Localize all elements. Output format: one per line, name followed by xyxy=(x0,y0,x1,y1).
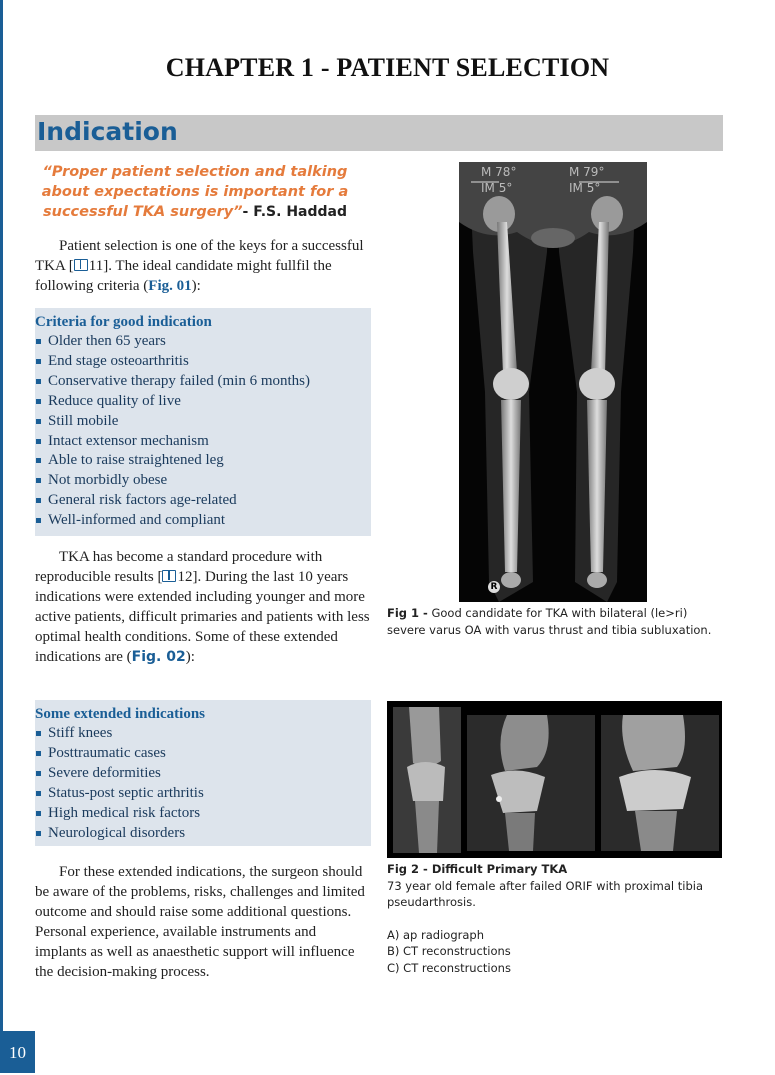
list-item: General risk factors age-related xyxy=(35,491,371,511)
bullet-icon xyxy=(36,339,41,344)
extended-text-3: ): xyxy=(185,649,195,665)
bullet-icon xyxy=(36,379,41,384)
extended-indications-box xyxy=(35,700,371,846)
list-item: Posttraumatic cases xyxy=(35,744,371,764)
list-item: Not morbidly obese xyxy=(35,471,371,491)
closing-paragraph xyxy=(35,862,371,982)
bullet-icon xyxy=(36,419,41,424)
figure-link-02[interactable]: Fig. 02 xyxy=(131,649,186,665)
bullet-icon xyxy=(36,399,41,404)
figure-1-radiograph xyxy=(459,162,647,602)
knee-ct-images xyxy=(387,701,722,858)
list-item: Intact extensor mechanism xyxy=(35,432,371,452)
figure-1-caption xyxy=(387,605,727,638)
closing-text: For these extended indications, the surgeon should be aware of the problems, risks, challenges and limited outcome and should raise some additional questions. Personal experience, available instruments and implants as well as anaesthetic support will influence the decision-making process. xyxy=(35,864,365,980)
xray-mark-right-top: M 79° xyxy=(569,165,605,179)
figure-2-caption xyxy=(387,861,727,976)
figure-link-01[interactable]: Fig. 01 xyxy=(148,278,192,294)
list-item: Reduce quality of live xyxy=(35,392,371,412)
extended-list xyxy=(35,724,371,843)
page-number: 10 xyxy=(0,1031,35,1073)
quote xyxy=(40,162,350,222)
figure-2-item-b: B) CT reconstructions xyxy=(387,944,511,958)
book-icon xyxy=(162,570,176,582)
book-icon xyxy=(74,259,88,271)
list-item: Still mobile xyxy=(35,412,371,432)
bullet-icon xyxy=(36,498,41,503)
list-item: Older then 65 years xyxy=(35,332,371,352)
list-item: Stiff knees xyxy=(35,724,371,744)
figure-2-item-a: A) ap radiograph xyxy=(387,927,484,942)
section-header xyxy=(35,115,723,151)
bullet-icon xyxy=(36,458,41,463)
intro-paragraph xyxy=(35,236,371,296)
criteria-box xyxy=(35,308,371,536)
bullet-icon xyxy=(36,811,41,816)
xray-mark-left-top: M 78° xyxy=(481,165,517,179)
chapter-title: CHAPTER 1 - PATIENT SELECTION xyxy=(165,53,610,82)
reference-number[interactable]: 12 xyxy=(177,569,193,585)
figure-2-description: 73 year old female after failed ORIF with proximal tibia pseudarthrosis. xyxy=(387,878,704,909)
list-item: Neurological disorders xyxy=(35,824,371,844)
figure-2-label: Fig 2 - Difficult Primary TKA xyxy=(387,862,568,876)
list-item: High medical risk factors xyxy=(35,804,371,824)
quote-text: “Proper patient selection and talking about expectations is important for a successful TKA surgery” xyxy=(41,164,349,220)
intro-text-1: Patient selection is one of the keys for a successful TKA [ xyxy=(35,238,364,274)
figure-2-item-c: C) CT reconstructions xyxy=(387,960,511,975)
figure-2-images xyxy=(387,701,722,858)
list-item: End stage osteoarthritis xyxy=(35,352,371,372)
quote-author: - F.S. Haddad xyxy=(242,204,347,220)
extended-text-2: ]. During the last 10 years indications were extended including younger and more active patients, difficult primaries and patients with less optimal health conditions. Some of these extended indications are ( xyxy=(35,569,370,665)
left-page-border xyxy=(0,0,3,1073)
criteria-list xyxy=(35,332,371,531)
bullet-icon xyxy=(36,831,41,836)
extended-paragraph xyxy=(35,547,371,667)
criteria-box-title: Criteria for good indication xyxy=(35,314,212,330)
bullet-icon xyxy=(36,751,41,756)
list-item: Status-post septic arthritis xyxy=(35,784,371,804)
list-item: Able to raise straightened leg xyxy=(35,451,371,471)
intro-text-2: ]. The ideal candidate might fullfil the following criteria ( xyxy=(35,258,332,294)
section-title: Indication xyxy=(37,117,178,146)
bullet-icon xyxy=(36,771,41,776)
bullet-icon xyxy=(36,791,41,796)
xray-mark-left-bottom: IM 5° xyxy=(481,181,513,195)
bullet-icon xyxy=(36,478,41,483)
reference-number[interactable]: 11 xyxy=(88,258,104,274)
extended-box-title: Some extended indications xyxy=(35,706,206,722)
figure-1-caption-text: Good candidate for TKA with bilateral (le>ri) severe varus OA with varus thrust and tibia subluxation. xyxy=(387,606,712,637)
bullet-icon xyxy=(36,439,41,444)
bullet-icon xyxy=(36,359,41,364)
list-item: Conservative therapy failed (min 6 months) xyxy=(35,372,371,392)
figure-1-label: Fig 1 - xyxy=(387,606,428,620)
list-item: Well-informed and compliant xyxy=(35,511,371,531)
intro-text-3: ): xyxy=(191,278,201,294)
side-marker: R xyxy=(488,581,500,593)
list-item: Severe deformities xyxy=(35,764,371,784)
bullet-icon xyxy=(36,518,41,523)
bullet-icon xyxy=(36,731,41,736)
leg-xray-image xyxy=(459,162,647,602)
xray-mark-right-bottom: IM 5° xyxy=(569,181,601,195)
extended-text-1: TKA has become a standard procedure with reproducible results [ xyxy=(35,549,323,585)
